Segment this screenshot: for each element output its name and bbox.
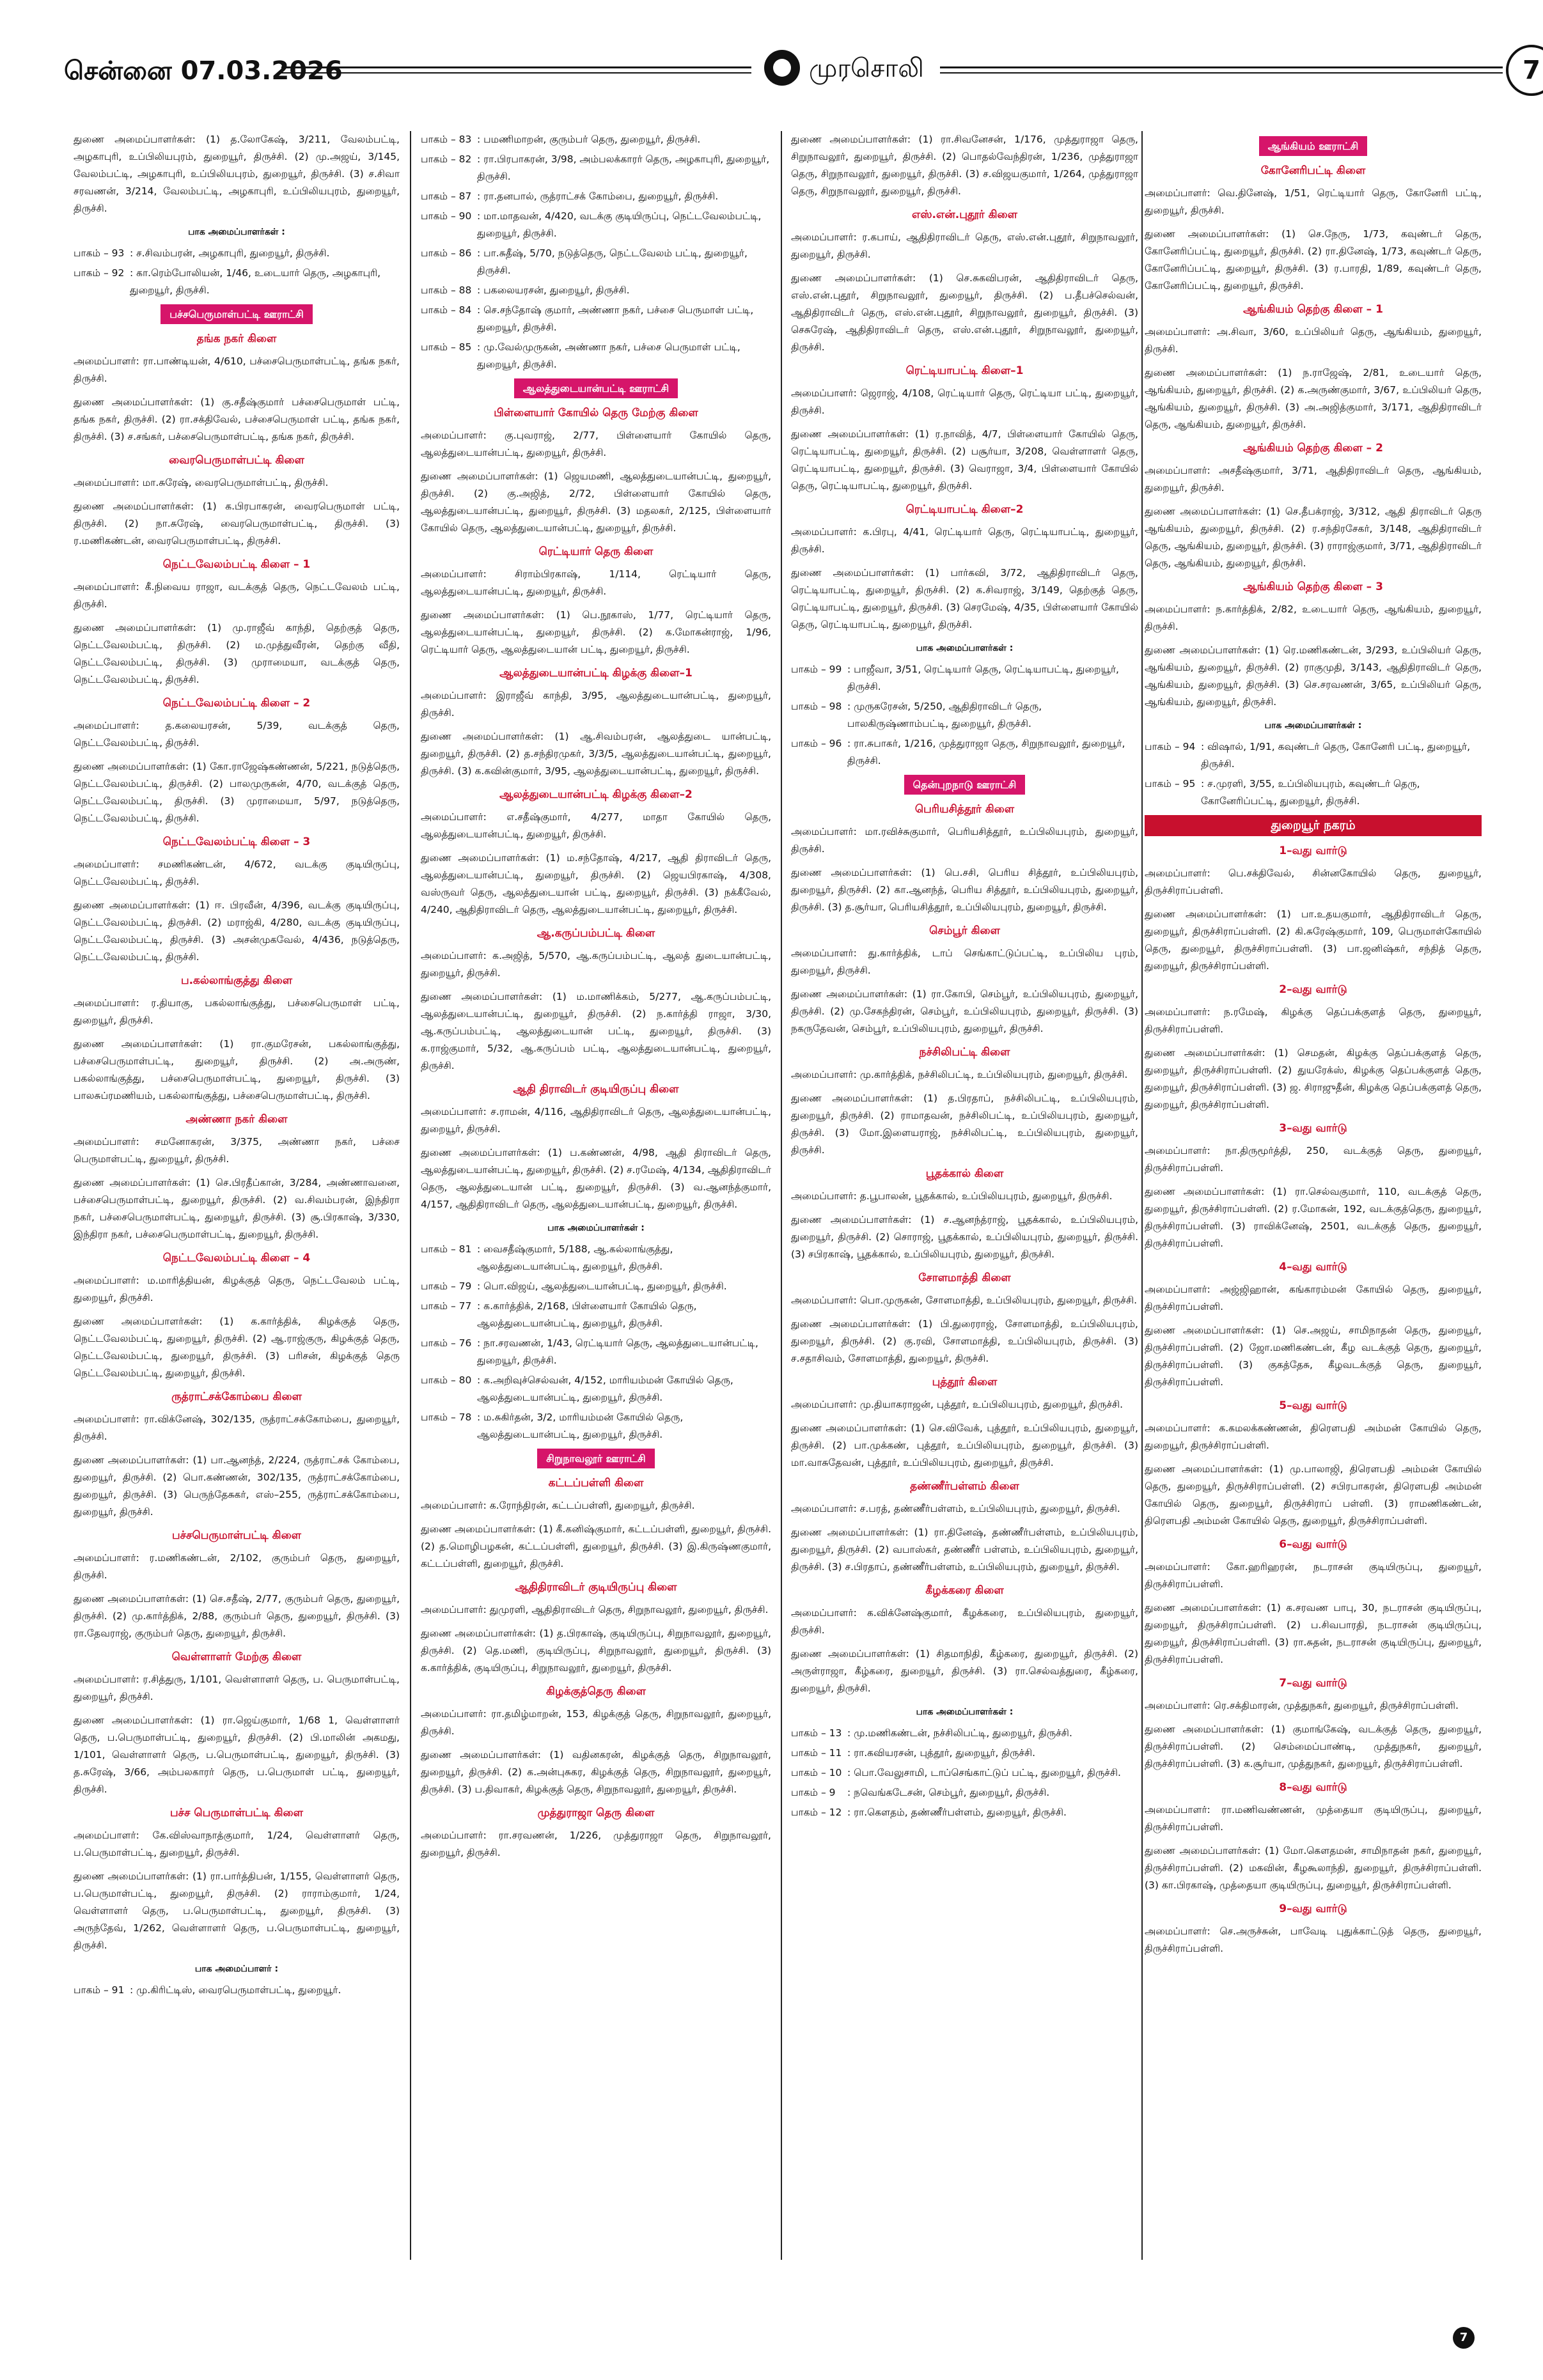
booth-row bbox=[421, 151, 771, 185]
section-heading: ஆதி திராவிடர் குடியிருப்பு கிளை bbox=[513, 1083, 679, 1096]
listing-paragraph: துணை அமைப்பாளர்கள்: (1) க.சரவண பாபு, 30, நடராசன் குடியிருப்பு, துறையூர், திருச்சிராப்பள்ளி. (2) ப.சிவபாரதி, நடராசன் குடியிருப்பு, துறையூர், திருச்சிராப்பள்ளி. (3) ரா.சுதன், நடராசன் குடியிருப்பு, துறையூர், திருச்சிராப்பள்ளி. bbox=[1145, 1602, 1482, 1665]
booth-value: : பொ.வேலுசாமி, டாப்செங்காட்டுப் பட்டி, துறையூர், திருச்சி. bbox=[847, 1767, 1121, 1778]
listing-paragraph: அமைப்பாளர்: ரா.பாண்டியன், 4/610, பச்சைபெருமாள்பட்டி, தங்க நகர், திருச்சி. bbox=[74, 355, 400, 384]
booth-value: : நா.சரவணன், 1/43, ரெட்டியார் தெரு, ஆலத்துடையான்பட்டி, துறையூர், திருச்சி. bbox=[477, 1337, 758, 1366]
booth-row bbox=[421, 1241, 771, 1275]
listing-paragraph: துணை அமைப்பாளர்கள்: (1) கு.சதீஷ்குமார் பச்சைபெருமாள் பட்டி, தங்க நகர், திருச்சி. (2) ரா.சக்திவேல், பச்சைபெருமாள் பட்டி, தங்க நகர், திருச்சி. (3) ச.சங்கர், பச்சைபெருமாள்பட்டி, தங்க நகர், திருச்சி. bbox=[74, 396, 400, 442]
listing-paragraph: அமைப்பாளர்: ஜெராஜ், 4/108, ரெட்டியார் தெரு, ரெட்டியா பட்டி, துறையூர், திருச்சி. bbox=[791, 387, 1138, 416]
section-heading: நெட்டவேலம்பட்டி கிளை – 3 bbox=[162, 836, 311, 848]
listing-paragraph: துணை அமைப்பாளர்கள்: (1) ரா.தினேஷ், தண்ணீர்பள்ளம், உப்பிலியபுரம், துறையூர், திருச்சி. (2) வபாஸ்கர், தண்ணீர் பள்ளம், உப்பிலியபுரம், துறையூர், திருச்சி. (3) ச.பிரதாப், தண்ணீர்பள்ளம், உப்பிலியபுரம், துறையூர், திருச்சி. bbox=[791, 1527, 1138, 1573]
listing-paragraph: அமைப்பாளர்: துமுரளி, ஆதிதிராவிடர் தெரு, சிறுநாவலூர், துறையூர், திருச்சி. bbox=[421, 1604, 769, 1615]
booth-value: : ரா.பிரபாகரன், 3/98, அம்பலக்காரர் தெரு, அழகாபுரி, துறையூர், திருச்சி. bbox=[477, 153, 770, 182]
listing-paragraph: அமைப்பாளர்: சமனோகரன், 3/375, அண்ணா நகர், பச்சை பெருமாள்பட்டி, துறையூர், திருச்சி. bbox=[74, 1136, 400, 1165]
listing-paragraph: அமைப்பாளர்: ந.கார்த்திக், 2/82, உடையார் தெரு, ஆங்கியம், துறையூர், திருச்சி. bbox=[1145, 603, 1482, 632]
listing-paragraph: துணை அமைப்பாளர்கள்: (1) ம.மாணிக்கம், 5/277, ஆ.கருப்பம்பட்டி, ஆலத்துடையான்பட்டி, துறையூர், திருச்சி. (2) ந.கார்த்தி ராஜா, 3/30, ஆ.கருப்பம்பட்டி, ஆலத்துடையான் பட்டி, துறையூர், திருச்சி. (3) க.ராஜ்குமார், 5/32, ஆ.கருப்பம் பட்டி, ஆலத்துடையான்பட்டி, துறையூர், திருச்சி. bbox=[421, 991, 771, 1071]
booth-label: பாகம் – 95 bbox=[1145, 778, 1196, 789]
booth-row bbox=[791, 1745, 1138, 1762]
listing-paragraph: அமைப்பாளர்: வெ.தினேஷ், 1/51, ரெட்டியார் தெரு, கோனேரி பட்டி, துறையூர், திருச்சி. bbox=[1145, 187, 1482, 216]
listing-paragraph: துணை அமைப்பாளர்கள்: (1) ந.ராஜேஷ், 2/81, உடையார் தெரு, ஆங்கியம், துறையூர், திருச்சி. (2) க.அருண்குமார், 3/67, உப்பிலியர் தெரு, ஆங்கியம், துறையூர், திருச்சி. (3) அ.அஜித்குமார், 3/171, ஆதிதிராவிடர் தெரு, ஆங்கியம், துறையூர், திருச்சி. bbox=[1145, 367, 1482, 430]
listing-paragraph: துணை அமைப்பாளர்கள்: (1) த.பிரகாஷ், குடியிருப்பு, சிறுநாவலூர், துறையூர், திருச்சி. (2) தெ.மணி, குடியிருப்பு, சிறுநாவலூர், துறையூர், திருச்சி. (3) க.கார்த்திக், குடியிருப்பு, சிறுநாவலூர், துறையூர், திருச்சி. bbox=[421, 1628, 771, 1674]
section-heading: 5–வது வார்டு bbox=[1279, 1399, 1347, 1412]
section-heading: ஆலத்துடையான்பட்டி கிழக்கு கிளை–2 bbox=[499, 788, 693, 801]
listing-paragraph: அமைப்பாளர்: செ.அருச்சுன், பாவேடி புதுக்காட்டுத் தெரு, துறையூர், திருச்சிராப்பள்ளி. bbox=[1145, 1925, 1482, 1954]
listing-paragraph: துணை அமைப்பாளர்கள்: (1) ரா.பார்த்திபன், 1/155, வெள்ளாளர் தெரு, ப.பெருமாள்பட்டி, துறையூர், திருச்சி. (2) ராராம்குமார், 1/24, வெள்ளாளர் தெரு, ப.பெருமாள்பட்டி, துறையூர், திருச்சி. (3) அருந்தேவ், 1/262, வெள்ளாளர் தெரு, ப.பெருமாள்பட்டி, துறையூர், திருச்சி. bbox=[74, 1871, 400, 1951]
section-heading: ப.கல்லாங்குத்து கிளை bbox=[180, 974, 293, 987]
column-3 bbox=[791, 131, 1138, 1824]
listing-paragraph: அமைப்பாளர்: ச.பரத், தண்ணீர்பள்ளம், உப்பிலியபுரம், துறையூர், திருச்சி. bbox=[791, 1503, 1120, 1514]
booth-row bbox=[421, 245, 771, 279]
section-heading: 8–வது வார்டு bbox=[1279, 1781, 1347, 1794]
listing-paragraph: அமைப்பாளர்: க.அஜித், 5/570, ஆ.கருப்பம்பட்டி, ஆலத் துடையான்பட்டி, துறையூர், திருச்சி. bbox=[421, 950, 771, 979]
header-date: சென்னை 07.03.2026 bbox=[64, 56, 343, 86]
section-heading: 4–வது வார்டு bbox=[1279, 1261, 1347, 1273]
listing-paragraph: அமைப்பாளர்: கு.புவராஜ், 2/77, பிள்ளையார் கோயில் தெரு, ஆலத்துடையான்பட்டி, துறையூர், திருச்சி. bbox=[421, 430, 771, 458]
listing-paragraph: அமைப்பாளர்: ரா.சரவணன், 1/226, முத்துராஜா தெரு, சிறுநாவலூர், துறையூர், திருச்சி. bbox=[421, 1830, 771, 1858]
panchayat-banner: ஆங்கியம் ஊராட்சி bbox=[1259, 136, 1368, 156]
listing-paragraph: துணை அமைப்பாளர்கள்: (1) ரா.குமரேசன், பகல்லாங்குத்து, பச்சைபெருமாள்பட்டி, துறையூர், திருச்சி. (2) அ.அருண், பகல்லாங்குத்து, பச்சைபெருமாள்பட்டி, துறையூர், திருச்சி. (3) பாலசுப்ரமணியம், பகல்லாங்குத்து, பச்சைபெருமாள்பட்டி, திருச்சி. bbox=[74, 1038, 400, 1101]
section-heading: 7–வது வார்டு bbox=[1279, 1677, 1347, 1690]
section-heading: 2–வது வார்டு bbox=[1279, 983, 1347, 996]
section-heading: கிழக்குத்தெரு கிளை bbox=[546, 1685, 646, 1698]
booth-label: பாகம் – 92 bbox=[74, 267, 125, 279]
booth-label: பாகம் – 98 bbox=[791, 701, 842, 712]
booth-row bbox=[421, 339, 771, 373]
booth-label: பாகம் – 81 bbox=[421, 1243, 472, 1255]
listing-paragraph: துணை அமைப்பாளர்கள்: (1) பா.ஆனந்த், 2/224, ருத்ராட்சக் கோம்பை, துறையூர், திருச்சி. (2) பொ.கண்ணன், 302/135, ருத்ராட்சக்கோம்பை, துறையூர், திருச்சி. (3) பெருந்தேசுகர், எஸ்–255, ருத்ராட்சக்கோம்பை, துறையூர், திருச்சி. bbox=[74, 1454, 400, 1518]
listing-paragraph: அமைப்பாளர்: ர.சித்துரு, 1/101, வெள்ளாளர் தெரு, ப. பெருமாள்பட்டி, துறையூர், திருச்சி. bbox=[74, 1674, 400, 1702]
listing-paragraph: துணை அமைப்பாளர்கள்: (1) ரா.ஜெய்குமார், 1/68 1, வெள்ளாளர் தெரு, ப.பெருமாள்பட்டி, துறையூர், திருச்சி. (2) பி.மாலின் அகமது, 1/101, வெள்ளாளர் தெரு, ப.பெருமாள்பட்டி, துறையூர், திருச்சி. (3) த.சுரேஷ், 3/66, அம்பலகாரர் தெரு, ப.பெருமாள் பட்டி, துறையூர், திருச்சி. bbox=[74, 1715, 400, 1795]
booth-label: பாகம் – 11 bbox=[791, 1747, 842, 1759]
section-heading: புத்தூர் கிளை bbox=[932, 1376, 998, 1388]
listing-paragraph: அமைப்பாளர்: அஜ்ஜிஹான், கங்காரம்மன் கோயில் தெரு, துறையூர், திருச்சிராப்பள்ளி. bbox=[1145, 1284, 1482, 1312]
section-heading: பச்ச பெருமாள்பட்டி கிளை bbox=[170, 1807, 303, 1819]
booth-label: பாகம் – 90 bbox=[421, 210, 472, 222]
section-heading: ஆதிதிராவிடர் குடியிருப்பு கிளை bbox=[515, 1581, 677, 1594]
section-heading: தங்க நகர் கிளை bbox=[196, 332, 277, 345]
booth-value: : ரா.தனபால், ருத்ராட்சக் கோம்பை, துறையூர், திருச்சி. bbox=[477, 191, 719, 202]
listing-paragraph: அமைப்பாளர்: ம.மாரித்தியன், கிழக்குத் தெரு, நெட்டவேலம் பட்டி, துறையூர், திருச்சி. bbox=[74, 1275, 400, 1303]
booth-row bbox=[421, 1335, 771, 1369]
header-rule-right bbox=[940, 66, 1503, 74]
listing-paragraph: துணை அமைப்பாளர்கள்: (1) ஈ. பிரவீன், 4/396, வடக்கு குடியிருப்பு, நெட்டவேலம்பட்டி, திருச்சி. (2) மராஜ்கி, 4/280, வடக்கு குடியிருப்பு, நெட்டவேலம்பட்டி, திருச்சி. (3) அசன்முகவேல், 4/436, நடுத்தெரு, நெட்டவேலம்பட்டி, திருச்சி. bbox=[74, 899, 400, 963]
booth-label: பாகம் – 78 bbox=[421, 1412, 472, 1423]
listing-paragraph: அமைப்பாளர்: ரா.விக்னேஷ், 302/135, ருத்ராட்சக்கோம்பை, துறையூர், திருச்சி. bbox=[74, 1413, 400, 1442]
booth-row bbox=[1145, 738, 1482, 773]
section-heading: நச்சிலிபட்டி கிளை bbox=[919, 1046, 1010, 1059]
booth-value: : மு.வேல்முருகன், அண்ணா நகர், பச்சை பெருமாள் பட்டி, துறையூர், திருச்சி. bbox=[477, 341, 740, 370]
section-heading: கோனேரிபட்டி கிளை bbox=[1260, 164, 1366, 177]
listing-paragraph: துணை அமைப்பாளர்கள்: (1) செமதன், கிழக்கு தெப்பக்குளத் தெரு, துறையூர், திருச்சிராப்பள்ளி. (2) துயரேக்ஸ், கிழக்கு தெப்பக்குளத் தெரு, துறையூர், திருச்சிராப்பள்ளி. (3) ஜ. சிராஜுதீன், கிழக்கு தெப்பக்குளத் தெரு, துறையூர், திருச்சிராப்பள்ளி. bbox=[1145, 1047, 1482, 1110]
listing-paragraph: துணை அமைப்பாளர்கள்: (1) க.கார்த்திக், கிழக்குத் தெரு, நெட்டவேலம்பட்டி, துறையூர், திருச்சி. (2) ஆ.ராஜ்குரு, கிழக்குத் தெரு, நெட்டவேலம்பட்டி, துறையூர், திருச்சி. (3) பரிசன், கிழக்குத் தெரு நெட்டவேலம்பட்டி, துறையூர், திருச்சி. bbox=[74, 1316, 400, 1379]
booth-value: : ச.முரளி, 3/55, உப்பிலியபுரம், கவுண்டர் தெரு, கோனேரிப்பட்டி, துறையூர், திருச்சி. bbox=[1201, 778, 1420, 807]
listing-paragraph: அமைப்பாளர்: பெ.சக்திவேல், சின்னகோயில் தெரு, துறையூர், திருச்சிராப்பள்ளி. bbox=[1145, 867, 1482, 896]
listing-paragraph: துணை அமைப்பாளர்கள்: (1) ர.நாவித், 4/7, பிள்ளையார் கோயில் தெரு, ரெட்டியாபட்டி, துறையூர், திருச்சி. (2) பசூர்யா, 3/208, வெள்ளாளர் தெரு, ரெட்டியாபட்டி, துறையூர், திருச்சி. (3) வெராஜா, 3/4, பிள்ளையார் கோயில் தெரு, ரெட்டியாபட்டி, துறையூர், திருச்சி. bbox=[791, 428, 1138, 492]
booth-row bbox=[791, 661, 1138, 696]
listing-paragraph: அமைப்பாளர்: இராஜீவ் காந்தி, 3/95, ஆலத்துடையான்பட்டி, துறையூர், திருச்சி. bbox=[421, 690, 771, 719]
listing-paragraph: துணை அமைப்பாளர்கள்: (1) ரா.கோபி, செம்பூர், உப்பிலியபுரம், துறையூர், திருச்சி. (2) மு.சேகந்திரன், செம்பூர், உப்பிலியபுரம், துறையூர், திருச்சி. (3) நகருதேவன், செம்பூர், உப்பிலியபுரம், துறையூர், திருச்சி. bbox=[791, 988, 1138, 1034]
section-heading: அண்ணா நகர் கிளை bbox=[185, 1113, 288, 1126]
listing-paragraph: துணை அமைப்பாளர்கள்: (1) செ.அஜய், சாமிநாதன் தெரு, துறையூர், திருச்சிராப்பள்ளி. (2) ஜோ.மணிகண்டன், கீழ வடக்குத் தெரு, துறையூர், திருச்சிராப்பள்ளி. (3) குகத்தேசு, கீழவடக்குத் தெரு, துறையூர், திருச்சிராப்பள்ளி. bbox=[1145, 1325, 1482, 1388]
listing-paragraph: அமைப்பாளர்: மு.தியாகராஜன், புத்தூர், உப்பிலியபுரம், துறையூர், திருச்சி. bbox=[791, 1399, 1124, 1410]
listing-paragraph: அமைப்பாளர்: எ.சதீஷ்குமார், 4/277, மாதா கோயில் தெரு, ஆலத்துடையான்பட்டி, துறையூர், திருச்சி. bbox=[421, 811, 771, 840]
booth-row bbox=[791, 698, 1138, 733]
listing-paragraph: அமைப்பாளர்: மா.சுரேஷ், வைரபெருமாள்பட்டி, திருச்சி. bbox=[74, 477, 329, 488]
booth-row bbox=[421, 1409, 771, 1443]
booth-row bbox=[791, 1804, 1138, 1821]
section-heading: 1–வது வார்டு bbox=[1279, 844, 1347, 857]
sub-heading: பாக அமைப்பாளர்கள் : bbox=[547, 1223, 645, 1233]
booth-value: : ச.சிவம்பரன், அழகாபுரி, துறையூர், திருச்சி. bbox=[130, 247, 330, 259]
listing-paragraph: துணை அமைப்பாளர்கள்: (1) செ.தீபக்ராஜ், 3/312, ஆதி திராவிடர் தெரு ஆங்கியம், துறையூர், திருச்சி. (2) ர.சந்திரசேகர், 3/148, ஆதிதிராவிடர் தெரு, ஆங்கியம், துறையூர், திருச்சி. (3) ராராஜ்குமார், 3/71, ஆதிதிராவிடர் தெரு, ஆங்கியம், துறையூர், திருச்சி. bbox=[1145, 506, 1482, 569]
section-heading: பூதக்கால் கிளை bbox=[925, 1167, 1004, 1180]
booth-label: பாகம் – 88 bbox=[421, 284, 472, 296]
paper-logo-icon bbox=[764, 50, 800, 86]
listing-paragraph: துணை அமைப்பாளர்கள்: (1) மு.ராஜீவ் காந்தி, தெற்குத் தெரு, நெட்டவேலம்பட்டி, திருச்சி. (2) ம.முத்துவீரன், தெற்கு வீதி, நெட்டவேலம்பட்டி, திருச்சி. (3) முராமையா, வடக்குத் தெரு, நெட்டவேலம்பட்டி, திருச்சி. bbox=[74, 622, 400, 685]
booth-value: : ம.சுகிர்தன், 3/2, மாரியம்மன் கோயில் தெரு, ஆலத்துடையான்பட்டி, துறையூர், திருச்சி. bbox=[477, 1412, 684, 1440]
booth-row bbox=[1145, 775, 1482, 810]
booth-label: பாகம் – 84 bbox=[421, 304, 472, 316]
section-heading: ருத்ராட்சக்கோம்பை கிளை bbox=[171, 1390, 302, 1403]
booth-row bbox=[74, 265, 400, 299]
booth-row bbox=[791, 735, 1138, 770]
section-heading: ரெட்டியாபட்டி கிளை–1 bbox=[905, 364, 1024, 377]
booth-value: : செ.சந்தோஷ் குமார், அண்ணா நகர், பச்சை பெருமாள் பட்டி, துறையூர், திருச்சி. bbox=[477, 304, 754, 333]
listing-paragraph: அமைப்பாளர்: ர.தியாகு, பகல்லாங்குத்து, பச்சைபெருமாள் பட்டி, துறையூர், திருச்சி. bbox=[74, 997, 400, 1026]
town-banner: துறையூர் நகரம் bbox=[1145, 815, 1482, 836]
listing-paragraph: துணை அமைப்பாளர்கள்: (1) ஜெயமணி, ஆலத்துடையான்பட்டி, துறையூர், திருச்சி. (2) கு.அஜித், 2/72, பிள்ளையார் கோயில் தெரு, ஆலத்துடையான்பட்டி, துறையூர், திருச்சி. (3) மதலகர், 2/125, பிள்ளையார் கோயில் தெரு, ஆலத்துடையான்பட்டி, துறையூர், திருச்சி. bbox=[421, 471, 771, 534]
booth-label: பாகம் – 82 bbox=[421, 153, 472, 165]
booth-row bbox=[421, 188, 771, 205]
listing-paragraph: அமைப்பாளர்: க.கமலக்கண்ணன், திரௌபதி அம்மன் கோயில் தெரு, துறையூர், திருச்சிராப்பள்ளி. bbox=[1145, 1422, 1482, 1451]
booth-value: : கா.ரெம்போலியன், 1/46, உடையார் தெரு, அழகாபுரி, துறையூர், திருச்சி. bbox=[130, 267, 381, 296]
listing-paragraph: துணை அமைப்பாளர்கள்: (1) செ.சதீஷ், 2/77, குரும்பர் தெரு, துறையூர், திருச்சி. (2) மு.கார்த்திக், 2/88, குரும்பர் தெரு, துறையூர், திருச்சி. (3) ரா.தேவராஜ், குரும்பர் தெரு, துறையூர், திருச்சி. bbox=[74, 1593, 400, 1639]
section-heading: ஆலத்துடையான்பட்டி கிழக்கு கிளை–1 bbox=[499, 667, 693, 680]
booth-row bbox=[74, 245, 400, 262]
sub-heading: பாக அமைப்பாளர்கள் : bbox=[916, 643, 1014, 653]
column-1 bbox=[74, 131, 400, 2002]
booth-row bbox=[791, 1725, 1138, 1742]
listing-paragraph: துணை அமைப்பாளர்கள்: (1) த.லோகேஷ், 3/211, வேலம்பட்டி, அழகாபுரி, உப்பிலியபுரம், துறையூர், திருச்சி. (2) மு.அஜய், 3/145, வேலம்பட்டி, அழகாபுரி, உப்பிலியபுரம், துறையூர், திருச்சி. (3) ச.சிவா சரவணன், 3/214, வேலம்பட்டி, அழகாபுரி, உப்பிலியபுரம், துறையூர், திருச்சி. bbox=[74, 134, 400, 214]
booth-label: பாகம் – 87 bbox=[421, 191, 472, 202]
listing-paragraph: துணை அமைப்பாளர்கள்: (1) வதினகரன், கிழக்குத் தெரு, சிறுநாவலூர், துறையூர், திருச்சி. (2) க.அன்புசுகர, கிழக்குத் தெரு, சிறுநாவலூர், துறையூர், திருச்சி. (3) ப.திவாகர், கிழக்குத் தெரு, சிறுநாவலூர், துறையூர், திருச்சி. bbox=[421, 1749, 771, 1795]
listing-paragraph: அமைப்பாளர்: ரா.தமிழ்மாறன், 153, கிழக்குத் தெரு, சிறுநாவலூர், துறையூர், திருச்சி. bbox=[421, 1708, 771, 1737]
booth-value: : பகலையரசன், துறையூர், திருச்சி. bbox=[477, 284, 630, 296]
booth-label: பாகம் – 80 bbox=[421, 1374, 472, 1386]
paper-name: முரசொலி bbox=[809, 54, 924, 83]
listing-paragraph: துணை அமைப்பாளர்கள்: (1) ப.கண்ணன், 4/98, ஆதி திராவிடர் தெரு, ஆலத்துடையான்பட்டி, துறையூர், திருச்சி. (2) ச.ரமேஷ், 4/134, ஆதிதிராவிடர் தெரு, ஆலத்துடையான் பட்டி, துறையூர், திருச்சி. (3) வ.ஆனந்த்குமார், 4/157, ஆதிதிராவிடர் தெரு, ஆலத்துடையான்பட்டி, துறையூர், திருச்சி. bbox=[421, 1147, 771, 1210]
section-heading: ரெட்டியாபட்டி கிளை–2 bbox=[905, 503, 1024, 516]
booth-row bbox=[791, 1784, 1138, 1801]
listing-paragraph: துணை அமைப்பாளர்கள்: (1) பார்கவி, 3/72, ஆதிதிராவிடர் தெரு, ரெட்டியாபட்டி, துறையூர், திருச்சி. (2) க.சிவராஜ், 3/149, தெற்குத் தெரு, ரெட்டியாபட்டி, துறையூர், திருச்சி. (3) செரமேஷ், 4/35, பிள்ளையார் கோயில் தெரு, ரெட்டியாபட்டி, துறையூர், திருச்சி. bbox=[791, 567, 1138, 630]
listing-paragraph: துணை அமைப்பாளர்கள்: (1) ஆ.சிவம்பரன், ஆலத்துடை யான்பட்டி, துறையூர், திருச்சி. (2) த.சந்திரமுகர், 3/3/5, ஆலத்துடையான்பட்டி, துறையூர், திருச்சி. (3) க.கவின்குமார், 3/95, ஆலத்துடையான்பட்டி, துறையூர், திருச்சி. bbox=[421, 731, 771, 777]
listing-paragraph: அமைப்பாளர்: க.பிரபு, 4/41, ரெட்டியார் தெரு, ரெட்டியாபட்டி, துறையூர், திருச்சி. bbox=[791, 526, 1138, 555]
listing-paragraph: துணை அமைப்பாளர்கள்: (1) த.பிரதாப், நச்சிலிபட்டி, உப்பிலியபுரம், துறையூர், திருச்சி. (2) ராமாதவன், நச்சிலிபட்டி, உப்பிலியபுரம், துறையூர், திருச்சி. (3) மோ.இளையராஜ், நச்சிலிபட்டி, உப்பிலியபுரம், துறையூர், திருச்சி. bbox=[791, 1093, 1138, 1156]
booth-value: : மு.மணிகண்டன், நச்சிலிபட்டி, துறையூர், திருச்சி. bbox=[847, 1727, 1072, 1739]
booth-value: : க.கார்த்திக், 2/168, பிள்ளையார் கோயில் தெரு, ஆலத்துடையான்பட்டி, துறையூர், திருச்சி. bbox=[477, 1300, 697, 1329]
listing-paragraph: அமைப்பாளர்: த.கலையரசன், 5/39, வடக்குத் தெரு, நெட்டவேலம்பட்டி, திருச்சி. bbox=[74, 720, 400, 749]
section-heading: எஸ்.என்.புதூர் கிளை bbox=[912, 208, 1017, 221]
listing-paragraph: துணை அமைப்பாளர்கள்: (1) ரா.சிவனேசன், 1/176, முத்துராஜா தெரு, சிறுநாவலூர், துறையூர், திருச்சி. (2) பொதல்வேந்திரன், 1/236, முத்துராஜா தெரு, சிறுநாவலூர், துறையூர், திருச்சி. (3) ச.விஜயகுமார், 1/264, முத்துராஜா தெரு, சிறுநாவலூர், துறையூர், திருச்சி. bbox=[791, 134, 1138, 197]
booth-value: : ரா.சுபாகர், 1/216, முத்துராஜா தெரு, சிறுநாவலூர், துறையூர், திருச்சி. bbox=[847, 738, 1125, 766]
booth-label: பாகம் – 91 bbox=[74, 1984, 125, 1996]
listing-paragraph: அமைப்பாளர்: அ.சிவா, 3/60, உப்பிலியர் தெரு, ஆங்கியம், துறையூர், திருச்சி. bbox=[1145, 326, 1482, 355]
section-heading: முத்துராஜா தெரு கிளை bbox=[537, 1807, 655, 1819]
booth-value: : பா.சுதீஷ், 5/70, நடுத்தெரு, நெட்டவேலம் பட்டி, துறையூர், திருச்சி. bbox=[477, 247, 748, 276]
listing-paragraph: துணை அமைப்பாளர்கள்: (1) கீ.கனிஷ்குமார், கட்டப்பள்ளி, துறையூர், திருச்சி. (2) த.மொழிபழகன், கட்டப்பள்ளி, துறையூர், திருச்சி. (3) இ.கிருஷ்ணகுமார், கட்டப்பள்ளி, துறையூர், திருச்சி. bbox=[421, 1523, 771, 1569]
booth-value: : பமணிமாறன், குரும்பர் தெரு, துறையூர், திருச்சி. bbox=[477, 134, 701, 145]
listing-paragraph: துணை அமைப்பாளர்கள்: (1) செ.பிரதீப்கான், 3/284, அண்ணாவனை, பச்சைபெருமாள்பட்டி, துறையூர், திருச்சி. (2) வ.சிவம்பரன், இந்திரா நகர், பச்சைபெருமாள்பட்டி, துறையூர், திருச்சி. (3) சூ.பிரகாஷ், 3/330, இந்திரா நகர், பச்சைபெருமாள்பட்டி, துறையூர், திருச்சி. bbox=[74, 1177, 400, 1240]
listing-paragraph: அமைப்பாளர்: க.விக்னேஷ்குமார், கீழக்கரை, உப்பிலியபுரம், துறையூர், திருச்சி. bbox=[791, 1607, 1138, 1636]
column-divider bbox=[1141, 131, 1143, 2260]
page-number-badge: 7 bbox=[1506, 45, 1543, 96]
listing-paragraph: துணை அமைப்பாளர்கள்: (1) பெ.சசி, பெரிய சித்தூர், உப்பிலியபுரம், துறையூர், திருச்சி. (2) கா.ஆனந்த், பெரிய சித்தூர், உப்பிலியபுரம், துறையூர், திருச்சி. (3) த.சூர்யா, பெரியசித்தூர், உப்பிலியபுரம், துறையூர், திருச்சி. bbox=[791, 867, 1138, 913]
listing-paragraph: அமைப்பாளர்: மு.கார்த்திக், நச்சிலிபட்டி, உப்பிலியபுரம், துறையூர், திருச்சி. bbox=[791, 1069, 1128, 1080]
booth-label: பாகம் – 93 bbox=[74, 247, 125, 259]
section-heading: ஆங்கியம் தெற்கு கிளை – 3 bbox=[1243, 580, 1383, 593]
section-heading: கீழக்கரை கிளை bbox=[925, 1584, 1004, 1597]
listing-paragraph: துணை அமைப்பாளர்கள்: (1) பா.உதயகுமார், ஆதிதிராவிடர் தெரு, துறையூர், திருச்சிராப்பள்ளி. (2) கி.சுரேஷ்குமார், 109, பெருமாள்கோயில் தெரு, துறையூர், திருச்சிராப்பள்ளி. (3) பா.ஜனிஷ்கர், சந்தித் தெரு, துறையூர், திருச்சிராப்பள்ளி. bbox=[1145, 908, 1482, 972]
column-divider bbox=[410, 131, 411, 2260]
booth-row bbox=[421, 1278, 771, 1295]
section-heading: ஆ.கருப்பம்பட்டி கிளை bbox=[537, 927, 655, 940]
booth-row bbox=[74, 1982, 400, 1999]
booth-value: : முருகரேசன், 5/250, ஆதிதிராவிடர் தெரு, பாலகிருஷ்ணாம்பட்டி, துறையூர், திருச்சி. bbox=[847, 701, 1042, 729]
booth-value: : மு.கிரிட்டிஸ், வைரபெருமாள்பட்டி, துறையூர். bbox=[130, 1984, 341, 1996]
listing-paragraph: துணை அமைப்பாளர்கள்: (1) பி.துரைராஜ், சோளமாத்தி, உப்பிலியபுரம், துறையூர், திருச்சி. (2) கு.ரவி, சோளமாத்தி, உப்பிலியபுரம், திருச்சி. (3) ச.சதாசிவம், சோளமாத்தி, துறையூர், திருச்சி. bbox=[791, 1318, 1138, 1364]
section-heading: வைரபெருமாள்பட்டி கிளை bbox=[169, 454, 304, 467]
booth-row bbox=[421, 1298, 771, 1332]
listing-paragraph: அமைப்பாளர்: த.பூபாலன், பூதக்கால், உப்பிலியபுரம், துறையூர், திருச்சி. bbox=[791, 1190, 1113, 1202]
section-heading: 6–வது வார்டு bbox=[1279, 1538, 1347, 1551]
listing-paragraph: அமைப்பாளர்: ர.கபாய், ஆதிதிராவிடர் தெரு, எஸ்.என்.புதூர், சிறுநாவலூர், துறையூர், திருச்சி. bbox=[791, 231, 1138, 260]
booth-value: : விஷால், 1/91, கவுண்டர் தெரு, கோனேரி பட்டி, துறையூர், திருச்சி. bbox=[1201, 741, 1471, 770]
column-2 bbox=[421, 131, 771, 1868]
section-heading: தண்ணீர்பள்ளம் கிளை bbox=[910, 1480, 1019, 1493]
header-rule-left bbox=[281, 66, 751, 74]
listing-paragraph: அமைப்பாளர்: நா.திருமூர்த்தி, 250, வடக்குத் தெரு, துறையூர், திருச்சிராப்பள்ளி. bbox=[1145, 1145, 1482, 1174]
panchayat-banner: தென்புறநாடு ஊராட்சி bbox=[904, 775, 1026, 795]
booth-label: பாகம் – 10 bbox=[791, 1767, 842, 1778]
booth-row bbox=[421, 282, 771, 299]
booth-label: பாகம் – 85 bbox=[421, 341, 472, 353]
listing-paragraph: அமைப்பாளர்: மா.ரவிச்சுகுமார், பெரியசித்தூர், உப்பிலியபுரம், துறையூர், திருச்சி. bbox=[791, 826, 1138, 855]
booth-row bbox=[421, 131, 771, 148]
listing-paragraph: துணை அமைப்பாளர்கள்: (1) க.பிரபாகரன், வைரபெருமாள் பட்டி, திருச்சி. (2) நா.சுரேஷ், வைரபெருமாள்பட்டி, திருச்சி. (3) ர.மணிகண்டன், வைரபெருமாள்பட்டி, திருச்சி. bbox=[74, 501, 400, 547]
sub-heading: பாக அமைப்பாளர்கள் : bbox=[1264, 720, 1362, 731]
listing-paragraph: துணை அமைப்பாளர்கள்: (1) மோ.கௌதமன், சாமிநாதன் நகர், துறையூர், திருச்சிராப்பள்ளி. (2) மகவின், கீழகூலாந்தி, துறையூர், திருச்சிராப்பள்ளி. (3) கா.பிரகாஷ், முத்தையா குடியிருப்பு, துறையூர், திருச்சிராப்பள்ளி. bbox=[1145, 1845, 1482, 1891]
listing-paragraph: துணை அமைப்பாளர்கள்: (1) மு.பாலாஜி, திரௌபதி அம்மன் கோயில் தெரு, துறையூர், திருச்சிராப்பள்ளி. (2) சபிரபாகரன், திரௌபதி அம்மன் கோயில் தெரு, துறையூர், திருச்சிராப் பள்ளி. (3) ராமணிகண்டன், திரௌபதி அம்மன் கோயில் தெரு, துறையூர், திருச்சிராப்பள்ளி. bbox=[1145, 1463, 1482, 1527]
sub-heading: பாக அமைப்பாளர்கள் : bbox=[188, 227, 285, 237]
booth-value: : பாஜீவா, 3/51, ரெட்டியார் தெரு, ரெட்டியாபட்டி, துறையூர், திருச்சி. bbox=[847, 664, 1119, 692]
section-heading: ஆங்கியம் தெற்கு கிளை – 1 bbox=[1243, 303, 1383, 316]
booth-value: : மா.மாதவன், 4/420, வடக்கு குடியிருப்பு, நெட்டவேலம்பட்டி, துறையூர், திருச்சி. bbox=[477, 210, 762, 239]
listing-paragraph: அமைப்பாளர்: ர.மணிகண்டன், 2/102, குரும்பர் தெரு, துறையூர், திருச்சி. bbox=[74, 1552, 400, 1581]
panchayat-banner: சிறுநாவலூர் ஊராட்சி bbox=[537, 1449, 654, 1468]
listing-paragraph: அமைப்பாளர்: ந.ரமேஷ், கிழக்கு தெப்பக்குளத் தெரு, துறையூர், திருச்சிராப்பள்ளி. bbox=[1145, 1006, 1482, 1035]
section-heading: ஆங்கியம் தெற்கு கிளை – 2 bbox=[1243, 442, 1383, 455]
booth-label: பாகம் – 94 bbox=[1145, 741, 1196, 752]
booth-label: பாகம் – 76 bbox=[421, 1337, 472, 1349]
booth-row bbox=[421, 1372, 771, 1406]
section-heading: ரெட்டியார் தெரு கிளை bbox=[538, 545, 654, 558]
listing-paragraph: துணை அமைப்பாளர்கள்: (1) செ.நேரு, 1/73, கவுண்டர் தெரு, கோனேரிப்பட்டி, துறையூர், திருச்சி. (2) ரா.தினேஷ், 1/73, கவுண்டர் தெரு, கோனேரிப்பட்டி, துறையூர், திருச்சி. (3) ர.பாரதி, 1/89, கவுண்டர் தெரு, கோனேரிப்பட்டி, துறையூர், திருச்சி. bbox=[1145, 228, 1482, 292]
listing-paragraph: துணை அமைப்பாளர்கள்: (1) ரா.செல்வகுமார், 110, வடக்குத் தெரு, துறையூர், திருச்சிராப்பள்ளி. (2) ர.மோகன், 192, வடக்குத்தெரு, துறையூர், திருச்சிராப்பள்ளி. (3) ராவிக்னேஷ், 2501, வடக்குத் தெரு, துறையூர், திருச்சிராப்பள்ளி. bbox=[1145, 1186, 1482, 1249]
booth-value: : க.அறிவுச்செல்வன், 4/152, மாரியம்மன் கோயில் தெரு, ஆலத்துடையான்பட்டி, துறையூர், திருச்சி. bbox=[477, 1374, 733, 1403]
booth-label: பாகம் – 13 bbox=[791, 1727, 842, 1739]
sub-heading: பாக அமைப்பாளர்கள் : bbox=[916, 1707, 1014, 1717]
page-header bbox=[64, 45, 1540, 102]
listing-paragraph: அமைப்பாளர்: க.ரோந்திரன், கட்டப்பள்ளி, துறையூர், திருச்சி. bbox=[421, 1500, 695, 1511]
booth-label: பாகம் – 96 bbox=[791, 738, 842, 749]
section-heading: 3–வது வார்டு bbox=[1279, 1122, 1347, 1135]
listing-paragraph: துணை அமைப்பாளர்கள்: (1) ம.சந்தோஷ், 4/217, ஆதி திராவிடர் தெரு, ஆலத்துடையான்பட்டி, துறையூர், திருச்சி. (2) ஜெயபிரகாஷ், 4/308, வஸ்ருவர் தெரு, ஆலத்துடையான் பட்டி, துறையூர், திருச்சி. (3) நக்கீவேல், 4/240, ஆதிதிராவிடர் தெரு, ஆலத்துடையான்பட்டி, துறையூர், திருச்சி. bbox=[421, 852, 771, 915]
sub-heading: பாக அமைப்பாளர் : bbox=[194, 1964, 279, 1974]
panchayat-banner: ஆலத்துடையான்பட்டி ஊராட்சி bbox=[514, 378, 678, 398]
listing-paragraph: அமைப்பாளர்: கீ.நிவைய ராஜா, வடக்குத் தெரு, நெட்டவேலம் பட்டி, திருச்சி. bbox=[74, 581, 400, 610]
booth-value: : நவெங்கடேசன், செம்பூர், துறையூர், திருச்சி. bbox=[847, 1787, 1050, 1798]
booth-label: பாகம் – 77 bbox=[421, 1300, 472, 1312]
footer-page-number: 7 bbox=[1453, 2327, 1475, 2349]
column-4 bbox=[1145, 131, 1482, 1964]
booth-value: : ரா.கௌதம், தண்ணீர்பள்ளம், துறையூர், திருச்சி. bbox=[847, 1807, 1067, 1818]
column-divider bbox=[781, 131, 782, 2260]
listing-paragraph: அமைப்பாளர்: ரா.மணிவண்ணன், முத்தையா குடியிருப்பு, துறையூர், திருச்சிராப்பள்ளி. bbox=[1145, 1804, 1482, 1833]
booth-value: : வைசதீஷ்குமார், 5/188, ஆ.கல்லாங்குத்து, ஆலத்துடையான்பட்டி, துறையூர், திருச்சி. bbox=[477, 1243, 673, 1272]
booth-value: : பொ.விஜய், ஆலத்துடையான்பட்டி, துறையூர், திருச்சி. bbox=[477, 1280, 727, 1292]
section-heading: வெள்ளாளர் மேற்கு கிளை bbox=[171, 1651, 302, 1663]
listing-paragraph: துணை அமைப்பாளர்கள்: (1) பெ.நூகாஸ், 1/77, ரெட்டியார் தெரு, ஆலத்துடையான்பட்டி, துறையூர், திருச்சி. (2) க.மோகன்ராஜ், 1/96, ரெட்டியார் தெரு, ஆலத்துடையான் பட்டி, துறையூர், திருச்சி. bbox=[421, 609, 771, 655]
listing-paragraph: துணை அமைப்பாளர்கள்: (1) சிதமாநிதி, கீழ்கரை, துறையூர், திருச்சி. (2) அருள்ராஜா, கீழ்கரை, துறையூர், திருச்சி. (3) ரா.செல்வத்துரை, கீழ்கரை, துறையூர், திருச்சி. bbox=[791, 1648, 1138, 1694]
listing-paragraph: அமைப்பாளர்: பொ.முருகன், சோளமாத்தி, உப்பிலியபுரம், துறையூர், திருச்சி. bbox=[791, 1295, 1138, 1306]
listing-paragraph: அமைப்பாளர்: ரெ.சக்திமாரன், முத்துநகர், துறையூர், திருச்சிராப்பள்ளி. bbox=[1145, 1700, 1459, 1711]
section-heading: பெரியசித்தூர் கிளை bbox=[914, 803, 1015, 816]
listing-paragraph: துணை அமைப்பாளர்கள்: (1) செ.சுகவிபரன், ஆதிதிராவிடர் தெரு, எஸ்.என்.புதூர், சிறுநாவலூர், துறையூர், திருச்சி. (2) ப.தீபச்செல்வன், ஆதிதிராவிடர் தெரு, எஸ்.என்.புதூர், சிறுநாவலூர், துறையூர், திருச்சி. (3) செசுரேஷ், ஆதிதிராவிடர் தெரு, எஸ்.என்.புதூர், சிறுநாவலூர், துறையூர், திருச்சி. bbox=[791, 272, 1138, 353]
booth-label: பாகம் – 83 bbox=[421, 134, 472, 145]
listing-paragraph: அமைப்பாளர்: அசதீஷ்குமார், 3/71, ஆதிதிராவிடர் தெரு, ஆங்கியம், துறையூர், திருச்சி. bbox=[1145, 465, 1482, 494]
listing-paragraph: துணை அமைப்பாளர்கள்: (1) கோ.ராஜேஷ்கண்ணன், 5/221, நடுத்தெரு, நெட்டவேலம்பட்டி, திருச்சி. (2) பாலமுருகன், 4/70, வடக்குத் தெரு, நெட்டவேலம்பட்டி, திருச்சி. (3) முராமையா, 5/97, நடுத்தெரு, நெட்டவேலம்பட்டி, திருச்சி. bbox=[74, 761, 400, 824]
booth-label: பாகம் – 9 bbox=[791, 1787, 836, 1798]
listing-paragraph: அமைப்பாளர்: ச.ராமன், 4/116, ஆதிதிராவிடர் தெரு, ஆலத்துடையான்பட்டி, துறையூர், திருச்சி. bbox=[421, 1106, 771, 1135]
booth-row bbox=[791, 1764, 1138, 1782]
listing-paragraph: துணை அமைப்பாளர்கள்: (1) செ.விவேக், புத்தூர், உப்பிலியபுரம், துறையூர், திருச்சி. (2) பா.முக்கண், புத்தூர், உப்பிலியபுரம், துறையூர், திருச்சி. (3) மா.வாசுதேவன், புத்தூர், உப்பிலியபுரம், துறையூர், திருச்சி. bbox=[791, 1422, 1138, 1468]
booth-label: பாகம் – 99 bbox=[791, 664, 842, 675]
section-heading: நெட்டவேலம்பட்டி கிளை – 2 bbox=[162, 697, 311, 710]
listing-paragraph: அமைப்பாளர்: கே.விஸ்வாநாத்குமார், 1/24, வெள்ளாளர் தெரு, ப.பெருமாள்பட்டி, துறையூர், திருச்சி. bbox=[74, 1830, 400, 1858]
section-heading: கட்டப்பள்ளி கிளை bbox=[548, 1477, 644, 1489]
section-heading: நெட்டவேலம்பட்டி கிளை – 1 bbox=[162, 558, 311, 571]
section-heading: செம்பூர் கிளை bbox=[929, 924, 1000, 937]
listing-paragraph: அமைப்பாளர்: சமணிகண்டன், 4/672, வடக்கு குடியிருப்பு, நெட்டவேலம்பட்டி, திருச்சி. bbox=[74, 859, 400, 887]
section-heading: 9–வது வார்டு bbox=[1279, 1902, 1347, 1915]
section-heading: நெட்டவேலம்பட்டி கிளை – 4 bbox=[162, 1252, 311, 1264]
listing-paragraph: துணை அமைப்பாளர்கள்: (1) ச.ஆனந்த்ராஜ், பூதக்கால், உப்பிலியபுரம், துறையூர், திருச்சி. (2) சொராஜ், பூதக்கால், உப்பிலியபுரம், துறையூர், திருச்சி. (3) சபிரகாஷ், பூதக்கால், உப்பிலியபுரம், துறையூர், திருச்சி. bbox=[791, 1214, 1138, 1260]
booth-row bbox=[421, 302, 771, 336]
booth-label: பாகம் – 12 bbox=[791, 1807, 842, 1818]
booth-label: பாகம் – 86 bbox=[421, 247, 472, 259]
booth-value: : ரா.கவியரசன், புத்தூர், துறையூர், திருச்சி. bbox=[847, 1747, 1036, 1759]
section-heading: பச்சபெருமாள்பட்டி கிளை bbox=[172, 1529, 301, 1542]
panchayat-banner: பச்சபெருமாள்பட்டி ஊராட்சி bbox=[161, 304, 312, 324]
listing-paragraph: துணை அமைப்பாளர்கள்: (1) ரெ.மணிகண்டன், 3/293, உப்பிலியர் தெரு, ஆங்கியம், துறையூர், திருச்சி. (2) ராகுமுதி, 3/143, ஆதிதிராவிடர் தெரு, ஆங்கியம், துறையூர், திருச்சி. (3) செ.சரவணன், 3/65, உப்பிலியர் தெரு, ஆங்கியம், துறையூர், திருச்சி. bbox=[1145, 644, 1482, 708]
listing-paragraph: துணை அமைப்பாளர்கள்: (1) குமாங்கேஷ், வடக்குத் தெரு, துறையூர், திருச்சிராப்பள்ளி. (2) செம்மைப்பாண்டி, முத்துநகர், துறையூர், திருச்சிராப்பள்ளி. (3) க.சூர்யா, முத்துநகர், துறையூர், திருச்சிராப்பள்ளி. bbox=[1145, 1723, 1482, 1769]
listing-paragraph: அமைப்பாளர்: து.கார்த்திக், டாப் செங்காட்டுப்பட்டி, உப்பிலிய புரம், துறையூர், திருச்சி. bbox=[791, 947, 1138, 976]
booth-row bbox=[421, 208, 771, 242]
listing-paragraph: அமைப்பாளர்: கோ.ஹரிஹரன், நடராசன் குடியிருப்பு, துறையூர், திருச்சிராப்பள்ளி. bbox=[1145, 1561, 1482, 1590]
booth-label: பாகம் – 79 bbox=[421, 1280, 472, 1292]
listing-paragraph: அமைப்பாளர்: சிராம்பிரகாஷ், 1/114, ரெட்டியார் தெரு, ஆலத்துடையான்பட்டி, துறையூர், திருச்சி. bbox=[421, 568, 771, 597]
section-heading: சோளமாத்தி கிளை bbox=[918, 1272, 1011, 1284]
section-heading: பிள்ளையார் கோயில் தெரு மேற்கு கிளை bbox=[494, 407, 698, 419]
